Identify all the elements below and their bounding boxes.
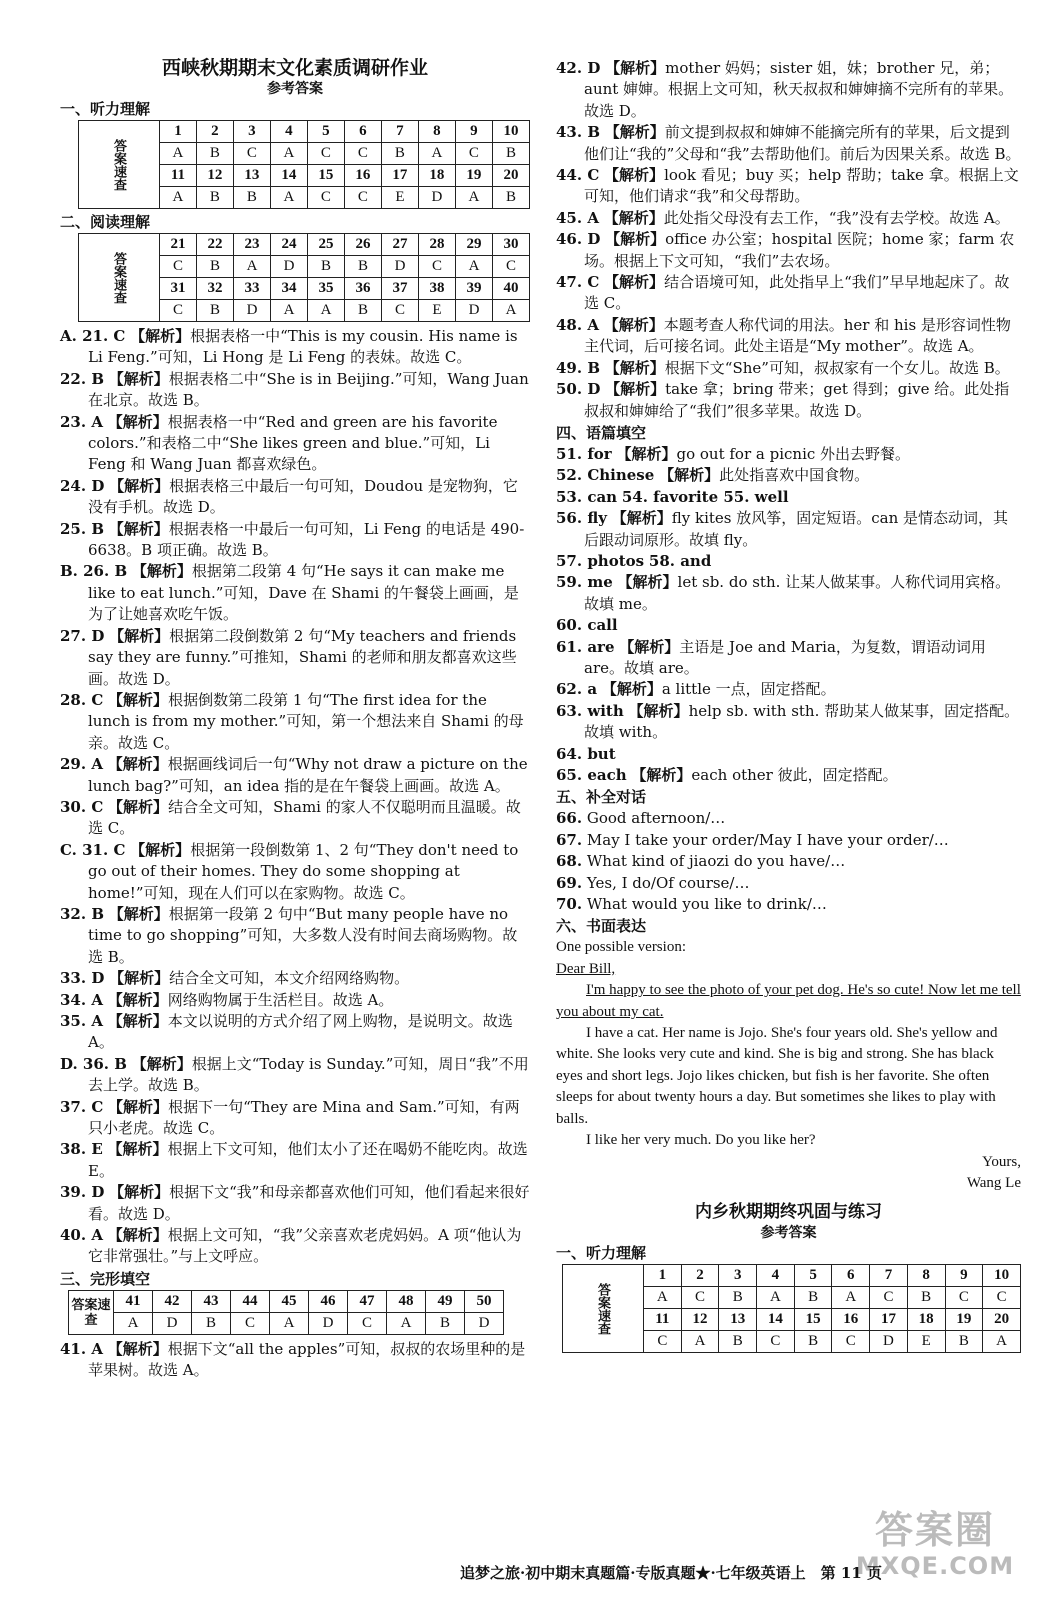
table-cell: A	[983, 1331, 1021, 1353]
answer-table-listening	[78, 120, 530, 209]
explanation-item: 45. A 【解析】此处指父母没有去工作，“我”没有去学校。故选 A。	[556, 208, 1010, 227]
table-cell: D	[309, 1312, 348, 1334]
table-cell: 2	[681, 1265, 719, 1287]
essay-signature: Wang Le	[966, 1174, 1021, 1191]
table-cell: 50	[465, 1290, 504, 1312]
table-cell: 13	[233, 165, 270, 187]
table-cell: B	[492, 187, 529, 209]
dialogue-item: 67. May I take your order/May I have your order/…	[556, 830, 949, 849]
table-cell: 29	[456, 234, 493, 256]
table-side-label: 答案速查	[69, 1290, 114, 1334]
table-cell: 7	[381, 121, 418, 143]
left-column	[60, 56, 530, 1382]
table-cell: 24	[271, 234, 308, 256]
table-cell: C	[160, 256, 197, 278]
table-cell: D	[465, 1312, 504, 1334]
fill-item: 62. a 【解析】a little 一点，固定搭配。	[556, 680, 836, 699]
table-cell: C	[870, 1287, 908, 1309]
explanation-item: 23. A 【解析】根据表格一中“Red and green are his favorite colors.”和表格二中“She likes green and blue.”可知，Li Feng 和 Wang Juan 都喜欢绿色。	[60, 412, 498, 474]
table-cell: 17	[381, 165, 418, 187]
essay-closing: Yours,	[982, 1153, 1021, 1170]
fill-item: 57. photos 58. and	[556, 551, 712, 570]
table-cell: C	[231, 1312, 270, 1334]
fill-item: 65. each 【解析】each other 彼此，固定搭配。	[556, 766, 898, 784]
table-cell: B	[233, 187, 270, 209]
table-cell: 37	[382, 278, 419, 300]
table-cell: 14	[757, 1309, 795, 1331]
table-cell: 6	[832, 1265, 870, 1287]
table-cell: A	[681, 1331, 719, 1353]
explanation-item: 42. D 【解析】mother 妈妈；sister 姐，妹；brother 兄，弟；aunt 婶婶。根据上文可知，秋天叔叔和婶婶摘不完所有的苹果。故选 D。	[556, 59, 1014, 120]
table-cell: A	[270, 187, 307, 209]
table-side-label: 答案速查	[79, 121, 160, 209]
table-cell: B	[907, 1287, 945, 1309]
table-cell: C	[344, 187, 381, 209]
table-cell: 32	[197, 278, 234, 300]
explanation-item: 49. B 【解析】根据下文“She”可知，叔叔家有一个女儿。故选 B。	[556, 358, 1010, 377]
section-heading-listening: 一、听力理解	[60, 100, 151, 118]
table-cell: 9	[455, 121, 492, 143]
table-cell: 36	[345, 278, 382, 300]
explanation-item: 28. C 【解析】根据倒数第二段第 1 句“The first idea for the lunch is from my mother.”可知，第一个想法来自 Shami 的母亲。故选 C。	[60, 690, 524, 752]
watermark-url: MXQE.COM	[855, 1552, 1015, 1580]
table-cell: 34	[271, 278, 308, 300]
table-cell: C	[455, 143, 492, 165]
table-cell: B	[492, 143, 529, 165]
table-cell: C	[382, 300, 419, 322]
explanation-item: 40. A 【解析】根据上文可知，“我”父亲喜欢老虎妈妈。A 项“他认为它非常强壮。”与上文呼应。	[60, 1226, 522, 1266]
dialogue-item: 69. Yes, I do/Of course/…	[556, 873, 750, 892]
table-cell: 4	[270, 121, 307, 143]
table-cell: D	[456, 300, 493, 322]
table-cell: B	[196, 143, 233, 165]
table-cell: 28	[419, 234, 456, 256]
table-cell: 23	[234, 234, 271, 256]
explanation-item: 48. A 【解析】本题考查人称代词的用法。her 和 his 是形容词性物主代词，后可接名词。此处主语是“My mother”。故选 A。	[556, 315, 1011, 356]
explanation-item: 30. C 【解析】结合全文可知，Shami 的家人不仅聪明而且温暖。故选 C。	[60, 797, 521, 838]
table-cell: C	[344, 143, 381, 165]
table-cell: C	[348, 1312, 387, 1334]
table-cell: 10	[983, 1265, 1021, 1287]
explanation-item: 39. D 【解析】根据下文“我”和母亲都喜欢他们可知，他们看起来很好看。故选 D。	[60, 1183, 530, 1223]
table-cell: 16	[344, 165, 381, 187]
table-cell: 11	[160, 165, 197, 187]
table-cell: B	[345, 300, 382, 322]
fill-item: 63. with 【解析】help sb. with sth. 帮助某人做某事，固定搭配。故填 with。	[556, 701, 1020, 742]
fill-list	[556, 444, 1021, 787]
table-cell: 1	[644, 1265, 682, 1287]
table-cell: A	[234, 256, 271, 278]
table-cell: 25	[308, 234, 345, 256]
right-column	[556, 58, 1021, 1357]
table-cell: A	[455, 187, 492, 209]
explanation-item: C. 31. C 【解析】根据第一段倒数第 1、2 句“They don't need to go out of their homes. They do some shopping at home!”可知，现在人们可以在家购物。故选 C。	[60, 840, 519, 902]
fill-item: 56. fly 【解析】fly kites 放风筝，固定短语。can 是情态动词，其后跟动词原形。故填 fly。	[556, 509, 1009, 549]
dialogue-list	[556, 808, 1021, 915]
explanation-item: 41. A 【解析】根据下文“all the apples”可知，叔叔的农场里种的是苹果树。故选 A。	[60, 1339, 526, 1380]
table-cell: 8	[907, 1265, 945, 1287]
table-cell: 8	[418, 121, 455, 143]
dialogue-item: 70. What would you like to drink/…	[556, 895, 827, 914]
fill-item: 59. me 【解析】let sb. do sth. 让某人做某事。人称代词用宾格。故填 me。	[556, 573, 1011, 613]
explanation-list	[60, 326, 530, 1268]
table-cell: 45	[270, 1290, 309, 1312]
explanation-item: 38. E 【解析】根据上下文可知，他们太小了还在喝奶不能吃肉。故选 E。	[60, 1140, 528, 1180]
table-cell: 38	[419, 278, 456, 300]
table-cell: 1	[160, 121, 197, 143]
table-cell: B	[381, 143, 418, 165]
table-cell: B	[308, 256, 345, 278]
table-cell: C	[644, 1331, 682, 1353]
table-cell: A	[308, 300, 345, 322]
table-cell: 20	[983, 1309, 1021, 1331]
answer-table-listening-2	[562, 1264, 1021, 1353]
table-cell: A	[160, 187, 197, 209]
explanation-item: 50. D 【解析】take 拿；bring 带来；get 得到；give 给。此处指叔叔和婶婶给了“我们”很多苹果。故选 D。	[556, 380, 1010, 420]
table-cell: 48	[387, 1290, 426, 1312]
table-cell: C	[983, 1287, 1021, 1309]
table-cell: C	[493, 256, 530, 278]
page-title: 西峡秋期期末文化素质调研作业	[161, 57, 428, 79]
page-subtitle: 参考答案	[267, 81, 323, 97]
table-cell: D	[153, 1312, 192, 1334]
table-cell: 44	[231, 1290, 270, 1312]
explanation-item: 27. D 【解析】根据第二段倒数第 2 句“My teachers and friends say they are funny.”可推知，Shami 的老师和朋友都喜欢这些画。故选 D。	[60, 626, 517, 688]
explanation-item: 34. A 【解析】网络购物属于生活栏目。故选 A。	[60, 990, 394, 1009]
essay-paragraph: I like her very much. Do you like her?	[586, 1132, 816, 1149]
table-side-label: 答案速查	[79, 234, 160, 322]
table-cell: A	[160, 143, 197, 165]
fill-item: 51. for 【解析】go out for a picnic 外出去野餐。	[556, 444, 911, 463]
table-cell: A	[387, 1312, 426, 1334]
section-heading-writing: 六、书面表达	[556, 917, 647, 936]
explanation-item: 44. C 【解析】look 看见；buy 买；help 帮助；take 拿。根据上文可知，他们请求“我”和父母帮助。	[556, 166, 1019, 206]
table-cell: 42	[153, 1290, 192, 1312]
fill-item: 52. Chinese 【解析】此处指喜欢中国食物。	[556, 466, 870, 485]
table-cell: 5	[794, 1265, 832, 1287]
explanation-item: 29. A 【解析】根据画线词后一句“Why not draw a picture on the lunch bag?”可知，an idea 指的是在午餐袋上画画。故选 A。	[60, 755, 528, 795]
fill-item: 64. but	[556, 744, 616, 763]
table-cell: 13	[719, 1309, 757, 1331]
table-cell: C	[160, 300, 197, 322]
explanation-item: 24. D 【解析】根据表格三中最后一句可知，Doudou 是宠物狗，它没有手机。故选 D。	[60, 476, 518, 517]
explanation-item: 33. D 【解析】结合全文可知，本文介绍网络购物。	[60, 969, 410, 988]
table-cell: 46	[309, 1290, 348, 1312]
explanation-item: 37. C 【解析】根据下一句“They are Mina and Sam.”可知，有两只小老虎。故选 C。	[60, 1097, 520, 1138]
table-cell: D	[418, 187, 455, 209]
table-cell: 35	[308, 278, 345, 300]
table-cell: 4	[757, 1265, 795, 1287]
table-cell: D	[234, 300, 271, 322]
table-cell: 17	[870, 1309, 908, 1331]
section-heading-dialogue: 五、补全对话	[556, 788, 647, 807]
table-cell: B	[196, 187, 233, 209]
explanation-item: 47. C 【解析】结合语境可知，此处指早上“我们”早早地起床了。故选 C。	[556, 273, 1010, 313]
table-cell: B	[719, 1287, 757, 1309]
table-cell: A	[757, 1287, 795, 1309]
table-cell: D	[271, 256, 308, 278]
table-cell: 7	[870, 1265, 908, 1287]
dialogue-item: 68. What kind of jiaozi do you have/…	[556, 852, 846, 871]
table-cell: 5	[307, 121, 344, 143]
table-cell: B	[197, 300, 234, 322]
table-cell: 12	[681, 1309, 719, 1331]
table-cell: 2	[196, 121, 233, 143]
explanation-item: 43. B 【解析】前文提到叔叔和婶婶不能摘完所有的苹果，后文提到他们让“我的”父母和“我”去帮助他们。前后为因果关系。故选 B。	[556, 123, 1021, 163]
section-heading-cloze: 三、完形填空	[60, 1269, 151, 1288]
table-cell: 40	[493, 278, 530, 300]
table-cell: 27	[382, 234, 419, 256]
table-cell: A	[456, 256, 493, 278]
table-cell: A	[832, 1287, 870, 1309]
table-cell: E	[907, 1331, 945, 1353]
table-cell: A	[270, 143, 307, 165]
table-cell: 18	[418, 165, 455, 187]
second-title: 内乡秋期期终巩固与练习	[695, 1202, 882, 1223]
explanation-list	[556, 58, 1021, 422]
table-cell: 49	[426, 1290, 465, 1312]
table-cell: B	[192, 1312, 231, 1334]
table-cell: B	[945, 1331, 983, 1353]
table-cell: 22	[197, 234, 234, 256]
essay-paragraph: I'm happy to see the photo of your pet dog. He's so cute! Now let me tell you about my cat.	[556, 982, 1021, 1020]
table-cell: 10	[492, 121, 529, 143]
answer-table-reading	[78, 233, 530, 322]
table-cell: 12	[196, 165, 233, 187]
sample-essay	[556, 937, 1021, 1194]
table-cell: C	[233, 143, 270, 165]
table-cell: C	[307, 187, 344, 209]
table-cell: 31	[160, 278, 197, 300]
answer-table-cloze	[68, 1290, 504, 1335]
table-cell: E	[381, 187, 418, 209]
table-cell: 33	[234, 278, 271, 300]
table-cell: B	[426, 1312, 465, 1334]
table-cell: 3	[233, 121, 270, 143]
table-cell: B	[197, 256, 234, 278]
table-cell: D	[382, 256, 419, 278]
table-cell: C	[307, 143, 344, 165]
table-cell: B	[794, 1331, 832, 1353]
table-cell: 43	[192, 1290, 231, 1312]
table-cell: C	[945, 1287, 983, 1309]
watermark-text: 答案圈	[874, 1508, 995, 1552]
explanation-item: A. 21. C 【解析】根据表格一中“This is my cousin. His name is Li Feng.”可知，Li Hong 是 Li Feng 的表妹。故选 C。	[60, 327, 518, 367]
explanation-item: 35. A 【解析】本文以说明的方式介绍了网上购物，是说明文。故选 A。	[60, 1012, 513, 1052]
table-side-label: 答案速查	[563, 1265, 644, 1353]
page-footer: 追梦之旅·初中期末真题篇·专版真题★·七年级英语上 第 11 页	[460, 1564, 882, 1582]
table-cell: 14	[270, 165, 307, 187]
essay-intro: One possible version:	[556, 939, 686, 956]
essay-paragraph: I have a cat. Her name is Jojo. She's four years old. She's yellow and white. She looks very cute and kind. She is big and strong. She has black eyes and short legs. Jojo likes chicken, but fish is her favorite. She often sleeps for about twenty hours a day. But sometimes she likes to play with balls.	[556, 1025, 998, 1127]
table-cell: 19	[945, 1309, 983, 1331]
explanation-item: B. 26. B 【解析】根据第二段第 4 句“He says it can make me like to eat lunch.”可知，Dave 在 Shami 的午餐袋上画画，是为了让她喜欢吃午饭。	[60, 562, 519, 624]
table-cell: C	[757, 1331, 795, 1353]
explanation-item: 46. D 【解析】office 办公室；hospital 医院；home 家；farm 农场。根据上下文可知，“我们”去农场。	[556, 230, 1015, 270]
table-cell: 15	[794, 1309, 832, 1331]
table-cell: A	[418, 143, 455, 165]
dialogue-item: 66. Good afternoon/…	[556, 809, 726, 828]
table-cell: 16	[832, 1309, 870, 1331]
table-cell: 30	[493, 234, 530, 256]
table-cell: A	[644, 1287, 682, 1309]
table-cell: 9	[945, 1265, 983, 1287]
table-cell: 39	[456, 278, 493, 300]
essay-greeting: Dear Bill,	[556, 960, 616, 977]
table-cell: 47	[348, 1290, 387, 1312]
table-cell: 18	[907, 1309, 945, 1331]
table-cell: B	[345, 256, 382, 278]
table-cell: 21	[160, 234, 197, 256]
table-cell: 26	[345, 234, 382, 256]
table-cell: 20	[492, 165, 529, 187]
table-cell: C	[832, 1331, 870, 1353]
table-cell: E	[419, 300, 456, 322]
table-cell: A	[271, 300, 308, 322]
fill-item: 53. can 54. favorite 55. well	[556, 487, 789, 506]
table-cell: D	[870, 1331, 908, 1353]
table-cell: 15	[307, 165, 344, 187]
table-cell: C	[419, 256, 456, 278]
fill-item: 61. are 【解析】主语是 Joe and Maria，为复数，谓语动词用 are。故填 are。	[556, 637, 986, 677]
explanation-item: 25. B 【解析】根据表格一中最后一句可知，Li Feng 的电话是 490-6638。B 项正确。故选 B。	[60, 519, 525, 560]
table-cell: B	[794, 1287, 832, 1309]
explanation-item: 32. B 【解析】根据第一段第 2 句中“But many people have no time to go shopping”可知，大多数人没有时间去商场购物。故选 B。	[60, 904, 518, 966]
explanation-item: 22. B 【解析】根据表格二中“She is in Beijing.”可知，Wang Juan 在北京。故选 B。	[60, 369, 529, 410]
table-cell: A	[493, 300, 530, 322]
table-cell: 3	[719, 1265, 757, 1287]
table-cell: A	[270, 1312, 309, 1334]
table-cell: 11	[644, 1309, 682, 1331]
section-heading-passage-fill: 四、语篇填空	[556, 423, 647, 442]
table-cell: 41	[114, 1290, 153, 1312]
section-heading-reading: 二、阅读理解	[60, 213, 151, 231]
table-cell: C	[681, 1287, 719, 1309]
table-cell: A	[114, 1312, 153, 1334]
fill-item: 60. call	[556, 616, 618, 635]
explanation-item: D. 36. B 【解析】根据上文“Today is Sunday.”可知，周日“我”不用去上学。故选 B。	[60, 1054, 529, 1095]
table-cell: 6	[344, 121, 381, 143]
table-cell: 19	[455, 165, 492, 187]
second-subtitle: 参考答案	[760, 1225, 817, 1242]
section-heading-listening-2: 一、听力理解	[556, 1244, 647, 1263]
table-cell: B	[719, 1331, 757, 1353]
